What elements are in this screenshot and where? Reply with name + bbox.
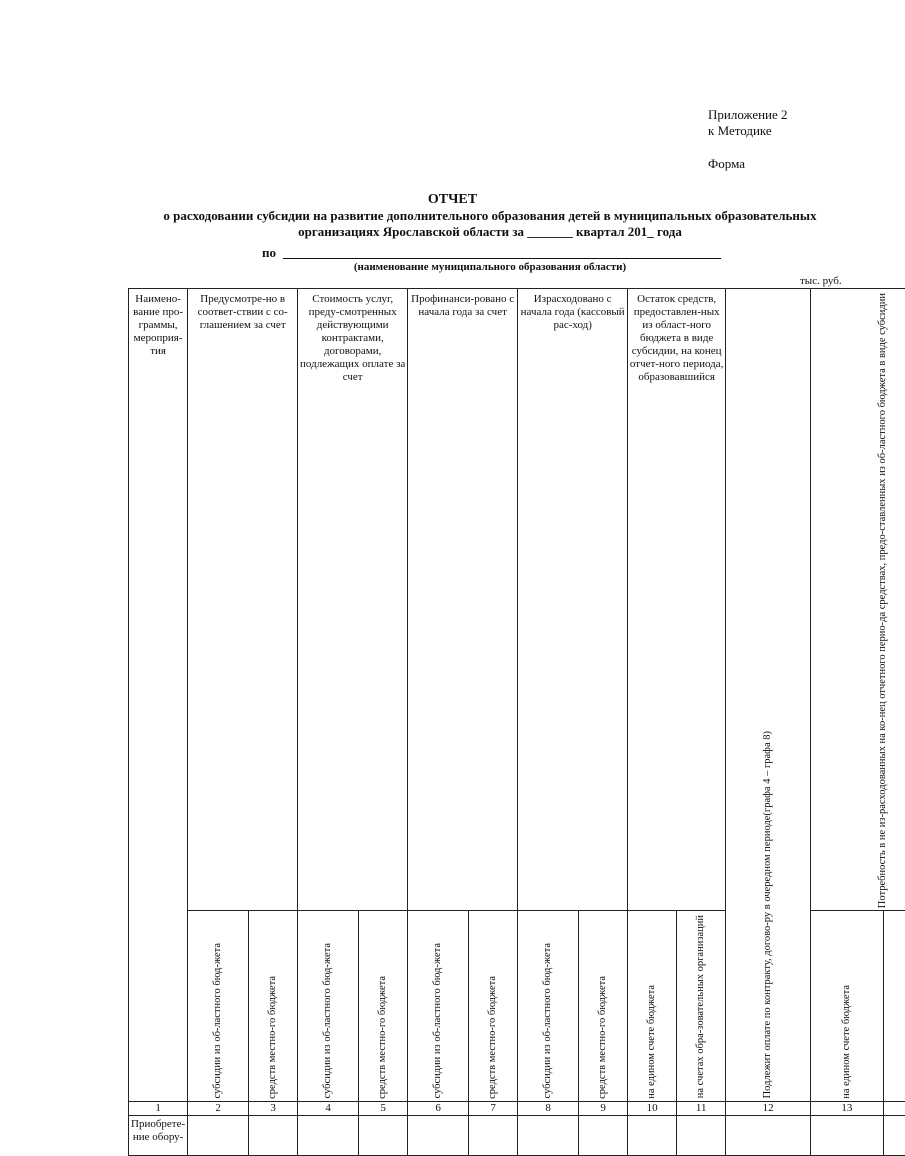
sub-spent-local-text: средств местно-го бюджета bbox=[597, 972, 609, 1101]
col-number: 9 bbox=[579, 1101, 628, 1115]
row-program-name: Приобрете-ние обору- bbox=[129, 1115, 188, 1155]
col-number: 5 bbox=[359, 1101, 408, 1115]
sub-balance-orgs bbox=[677, 911, 726, 1101]
sub-agreement-oblast bbox=[188, 911, 249, 1101]
subtitle-line2: организациях Ярославской области за _______ квартал 201_ года bbox=[130, 224, 850, 240]
municipality-label: по bbox=[262, 245, 276, 261]
col-number: 6 bbox=[408, 1101, 469, 1115]
appendix-block bbox=[708, 107, 788, 139]
sub-financed-oblast-text: субсидии из об-ластного бюд-жета bbox=[432, 939, 444, 1101]
sub-agreement-local-text: средств местно-го бюджета bbox=[267, 972, 279, 1101]
col-number: 4 bbox=[298, 1101, 359, 1115]
sub-contracts-oblast-text: субсидии из об-ластного бюд-жета bbox=[322, 939, 334, 1101]
col-number: 7 bbox=[469, 1101, 518, 1115]
col-number: 13 bbox=[811, 1101, 884, 1115]
sub-contracts-local bbox=[359, 911, 408, 1101]
sub-spent-oblast bbox=[518, 911, 579, 1101]
sub-financed-oblast bbox=[408, 911, 469, 1101]
header-need-text: Потребность в не из-расходованных на ко-нец отчетного перио-да средствах, предо-ставленных из об-ластного бюджета в виде субсидии bbox=[877, 289, 889, 910]
sub-contracts-local-text: средств местно-го бюджета bbox=[377, 972, 389, 1101]
header-contracts: Стоимость услуг, преду-смотренных действующими контрактами, договорами, подлежащих оплате за счет bbox=[298, 289, 408, 911]
sub-need-orgs bbox=[883, 911, 905, 1101]
header-to-be-paid-text: Подлежит оплате по контракту, догово-ру в очередном периоде(графа 4 – графа 8) bbox=[762, 727, 774, 1100]
report-title: ОТЧЕТ bbox=[0, 192, 905, 208]
data-cell bbox=[726, 1115, 811, 1155]
sub-balance-single bbox=[628, 911, 677, 1101]
report-subtitle bbox=[130, 208, 850, 240]
sub-financed-local bbox=[469, 911, 518, 1101]
col-number: 2 bbox=[188, 1101, 249, 1115]
col-number: 1 bbox=[129, 1101, 188, 1115]
header-balance: Остаток средств, предоставлен-ных из област-ного бюджета в виде субсидии, на конец отчет-ного периода, образовавшийся bbox=[628, 289, 726, 911]
data-cell bbox=[408, 1115, 469, 1155]
data-cell bbox=[249, 1115, 298, 1155]
form-label: Форма bbox=[708, 156, 745, 172]
sub-need-single bbox=[811, 911, 884, 1101]
sub-contracts-oblast bbox=[298, 911, 359, 1101]
unit-label: тыс. руб. bbox=[800, 275, 842, 287]
col-number bbox=[883, 1101, 905, 1115]
sub-need-single-text: на едином счете бюджета bbox=[841, 981, 853, 1101]
header-need bbox=[811, 289, 905, 911]
report-table bbox=[128, 288, 905, 1156]
data-cell bbox=[883, 1115, 905, 1155]
appendix-line2: к Методике bbox=[708, 123, 788, 139]
data-cell bbox=[518, 1115, 579, 1155]
data-cell bbox=[359, 1115, 408, 1155]
municipality-fill-line bbox=[283, 258, 721, 259]
sub-financed-local-text: средств местно-го бюджета bbox=[487, 972, 499, 1101]
header-agreement: Предусмотре-но в соответ-ствии с со-глашением за счет bbox=[188, 289, 298, 911]
municipality-caption: (наименование муниципального образования области) bbox=[300, 261, 680, 273]
header-to-be-paid bbox=[726, 289, 811, 1102]
header-program-name: Наимено-вание про-граммы, мероприя-тия bbox=[129, 289, 188, 1102]
data-cell bbox=[188, 1115, 249, 1155]
col-number: 10 bbox=[628, 1101, 677, 1115]
sub-agreement-oblast-text: субсидии из об-ластного бюд-жета bbox=[212, 939, 224, 1101]
sub-balance-orgs-text: на счетах обра-зовательных организаций bbox=[695, 911, 707, 1100]
col-number: 8 bbox=[518, 1101, 579, 1115]
col-number: 11 bbox=[677, 1101, 726, 1115]
data-cell bbox=[677, 1115, 726, 1155]
data-cell bbox=[469, 1115, 518, 1155]
sub-balance-single-text: на едином счете бюджета bbox=[646, 981, 658, 1101]
data-cell bbox=[298, 1115, 359, 1155]
appendix-line1: Приложение 2 bbox=[708, 107, 788, 123]
sub-spent-oblast-text: субсидии из об-ластного бюд-жета bbox=[542, 939, 554, 1101]
col-number: 3 bbox=[249, 1101, 298, 1115]
col-number: 12 bbox=[726, 1101, 811, 1115]
subtitle-line1: о расходовании субсидии на развитие дополнительного образования детей в муниципальных образовательных bbox=[130, 208, 850, 224]
sub-agreement-local bbox=[249, 911, 298, 1101]
data-cell bbox=[628, 1115, 677, 1155]
header-spent: Израсходовано с начала года (кассовый рас-ход) bbox=[518, 289, 628, 911]
data-cell bbox=[811, 1115, 884, 1155]
data-cell bbox=[579, 1115, 628, 1155]
sub-spent-local bbox=[579, 911, 628, 1101]
header-financed: Профинанси-ровано с начала года за счет bbox=[408, 289, 518, 911]
